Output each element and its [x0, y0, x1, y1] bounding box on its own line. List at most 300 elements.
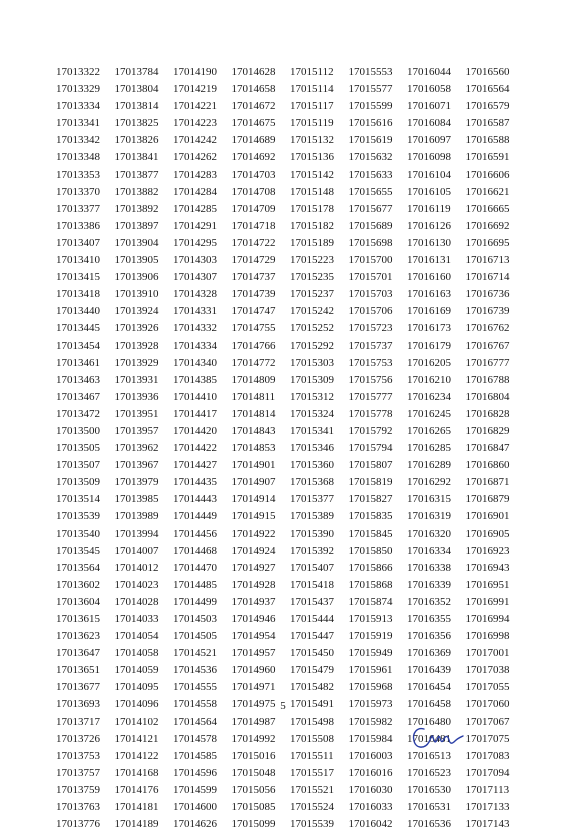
- roll-number-cell: 17015703: [348, 288, 393, 301]
- roll-number-cell: 17016454: [407, 681, 451, 694]
- roll-number-cell: 17015498: [290, 715, 334, 728]
- roll-number-cell: 17016560: [465, 66, 510, 78]
- roll-number-cell: 17013500: [56, 424, 100, 437]
- roll-number-cell: 17016621: [465, 185, 510, 198]
- roll-number-cell: 17013989: [114, 510, 159, 523]
- roll-number-cell: 17016104: [407, 168, 451, 181]
- roll-number-cell: 17015418: [290, 578, 334, 591]
- roll-number-cell: 17014755: [231, 322, 276, 335]
- roll-number-cell: 17015142: [290, 168, 334, 181]
- roll-number-cell: 17016234: [407, 390, 451, 403]
- roll-number-cell: 17015913: [348, 613, 393, 625]
- roll-number-cell: 17016879: [465, 493, 510, 506]
- roll-number-cell: 17016943: [465, 561, 510, 574]
- roll-number-cell: 17013985: [114, 493, 159, 506]
- roll-number-cell: 17015866: [348, 561, 393, 574]
- roll-number-cell: 17017001: [465, 647, 510, 660]
- roll-number-cell: 17015511: [290, 749, 334, 762]
- roll-number-cell: 17017094: [465, 766, 510, 779]
- roll-number-cell: 17014285: [173, 202, 217, 215]
- roll-number-cell: 17015112: [290, 66, 334, 78]
- roll-number-cell: 17013615: [56, 613, 100, 625]
- roll-number-cell: 17015450: [290, 647, 334, 660]
- roll-number-cell: 17014843: [231, 424, 276, 437]
- roll-number-cell: 17015698: [348, 236, 393, 249]
- roll-number-cell: 17016480: [407, 715, 451, 728]
- roll-number-cell: 17015792: [348, 424, 393, 437]
- roll-number-cell: 17015577: [348, 83, 393, 96]
- roll-number-cell: 17013825: [114, 117, 159, 130]
- roll-number-cell: 17013341: [56, 117, 100, 130]
- roll-number-cell: 17014054: [114, 630, 159, 643]
- roll-number-cell: 17013377: [56, 202, 100, 215]
- roll-number-cell: 17013334: [56, 100, 100, 113]
- roll-number-cell: 17013814: [114, 100, 159, 113]
- roll-number-cell: 17015794: [348, 442, 393, 455]
- roll-number-cell: 17013841: [114, 151, 159, 164]
- roll-number-cell: 17016130: [407, 236, 451, 249]
- roll-number-cell: 17014914: [231, 493, 276, 506]
- roll-number-cell: 17014485: [173, 578, 217, 591]
- roll-number-cell: 17014291: [173, 219, 217, 232]
- roll-number-cell: 17013757: [56, 766, 100, 779]
- roll-number-cell: 17015189: [290, 236, 334, 249]
- roll-number-cell: 17015056: [231, 783, 276, 796]
- roll-number-cell: 17013897: [114, 219, 159, 232]
- roll-number-cell: 17014975: [231, 698, 276, 711]
- roll-number-cell: 17016356: [407, 630, 451, 643]
- roll-number-cell: 17013329: [56, 83, 100, 96]
- roll-number-cell: 17013370: [56, 185, 100, 198]
- roll-number-cell: 17014456: [173, 527, 217, 540]
- roll-number-cell: 17013472: [56, 407, 100, 420]
- roll-number-cell: 17015048: [231, 766, 276, 779]
- roll-number-cell: 17016523: [407, 766, 451, 779]
- roll-number-cell: 17015016: [231, 749, 276, 762]
- roll-number-cell: 17013979: [114, 476, 159, 489]
- roll-number-cell: 17016210: [407, 373, 451, 386]
- roll-number-cell: 17016289: [407, 459, 451, 472]
- roll-number-cell: 17014303: [173, 254, 217, 267]
- roll-number-cell: 17015479: [290, 664, 334, 677]
- roll-number-cell: 17016285: [407, 442, 451, 455]
- roll-number-cell: 17014924: [231, 544, 276, 557]
- roll-number-cell: 17013467: [56, 390, 100, 403]
- roll-number-cell: 17013763: [56, 801, 100, 814]
- roll-number-cell: 17014422: [173, 442, 217, 455]
- roll-number-cell: 17014915: [231, 510, 276, 523]
- roll-number-cell: 17014059: [114, 664, 159, 677]
- roll-number-cell: 17013647: [56, 647, 100, 660]
- roll-number-cell: 17016169: [407, 305, 451, 318]
- roll-number-cell: 17014957: [231, 647, 276, 660]
- roll-number-cell: 17014328: [173, 288, 217, 301]
- roll-number-cell: 17013604: [56, 595, 100, 608]
- roll-number-cell: 17015835: [348, 510, 393, 523]
- handwritten-signature: [408, 720, 464, 754]
- roll-number-cell: 17014505: [173, 630, 217, 643]
- roll-number-cell: 17013957: [114, 424, 159, 437]
- roll-number-cell: 17014692: [231, 151, 276, 164]
- roll-number-cell: 17016003: [348, 749, 393, 762]
- roll-number-cell: 17016292: [407, 476, 451, 489]
- roll-number-cell: 17013410: [56, 254, 100, 267]
- roll-number-cell: 17016695: [465, 236, 510, 249]
- roll-number-cell: 17013904: [114, 236, 159, 249]
- roll-number-cell: 17014709: [231, 202, 276, 215]
- roll-number-cell: 17016179: [407, 339, 451, 352]
- roll-number-cell: 17016998: [465, 630, 510, 643]
- roll-number-cell: 17014578: [173, 732, 217, 745]
- roll-number-cell: 17014095: [114, 681, 159, 694]
- roll-number-cell: 17013461: [56, 356, 100, 369]
- roll-number-cell: 17015407: [290, 561, 334, 574]
- roll-number-cell: 17013717: [56, 715, 100, 728]
- roll-number-cell: 17014007: [114, 544, 159, 557]
- roll-number-cell: 17017075: [465, 732, 510, 745]
- roll-number-cell: 17013753: [56, 749, 100, 762]
- roll-number-cell: 17013348: [56, 151, 100, 164]
- roll-number-cell: 17014102: [114, 715, 159, 728]
- roll-number-cell: 17015085: [231, 801, 276, 814]
- roll-number-cell: 17013804: [114, 83, 159, 96]
- roll-number-cell: 17015309: [290, 373, 334, 386]
- roll-number-cell: 17013463: [56, 373, 100, 386]
- roll-number-cell: 17014262: [173, 151, 217, 164]
- roll-number-cell: 17016736: [465, 288, 510, 301]
- roll-number-cell: 17014729: [231, 254, 276, 267]
- roll-number-cell: 17016692: [465, 219, 510, 232]
- roll-number-cell: 17015491: [290, 698, 334, 711]
- roll-number-cell: 17016131: [407, 254, 451, 267]
- roll-number-cell: 17016591: [465, 151, 510, 164]
- roll-number-cell: 17015148: [290, 185, 334, 198]
- roll-number-cell: 17015737: [348, 339, 393, 352]
- roll-number-cell: 17014628: [231, 66, 276, 78]
- roll-number-cell: 17015377: [290, 493, 334, 506]
- roll-number-cell: 17014672: [231, 100, 276, 113]
- roll-number-cell: 17013877: [114, 168, 159, 181]
- roll-number-cell: 17013454: [56, 339, 100, 352]
- roll-number-cell: 17016320: [407, 527, 451, 540]
- roll-number-cell: 17014971: [231, 681, 276, 694]
- roll-number-cell: 17016481: [407, 732, 451, 745]
- roll-number-cell: 17013505: [56, 442, 100, 455]
- roll-number-cell: 17014987: [231, 715, 276, 728]
- roll-number-cell: 17017143: [465, 818, 510, 831]
- roll-number-cell: 17014417: [173, 407, 217, 420]
- roll-number-cell: 17013693: [56, 698, 100, 711]
- roll-number-cell: 17014096: [114, 698, 159, 711]
- roll-number-cell: 17014946: [231, 613, 276, 625]
- roll-number-cell: 17015346: [290, 442, 334, 455]
- roll-number-cell: 17015303: [290, 356, 334, 369]
- roll-number-cell: 17015447: [290, 630, 334, 643]
- roll-number-cell: 17015616: [348, 117, 393, 130]
- roll-number-cell: 17016530: [407, 783, 451, 796]
- roll-number-cell: 17013726: [56, 732, 100, 745]
- roll-column: [349, 64, 408, 833]
- roll-number-cell: 17014121: [114, 732, 159, 745]
- roll-number-cell: 17013892: [114, 202, 159, 215]
- roll-number-cell: 17013994: [114, 527, 159, 540]
- roll-number-cell: 17014334: [173, 339, 217, 352]
- roll-number-cell: 17015368: [290, 476, 334, 489]
- roll-number-cell: 17013507: [56, 459, 100, 472]
- roll-column: [173, 64, 232, 833]
- roll-number-cell: 17014307: [173, 271, 217, 284]
- roll-number-cell: 17013928: [114, 339, 159, 352]
- roll-number-cell: 17015437: [290, 595, 334, 608]
- roll-number-cell: 17016767: [465, 339, 510, 352]
- roll-number-cell: 17013440: [56, 305, 100, 318]
- roll-number-cell: 17014023: [114, 578, 159, 591]
- roll-number-cell: 17014189: [114, 818, 159, 831]
- roll-number-cell: 17014242: [173, 134, 217, 147]
- roll-number-cell: 17015136: [290, 151, 334, 164]
- roll-number-cell: 17014814: [231, 407, 276, 420]
- roll-number-cell: 17014503: [173, 613, 217, 625]
- roll-number-cell: 17016588: [465, 134, 510, 147]
- roll-number-cell: 17013905: [114, 254, 159, 267]
- roll-number-cell: 17014739: [231, 288, 276, 301]
- roll-number-cell: 17013759: [56, 783, 100, 796]
- roll-number-cell: 17013882: [114, 185, 159, 198]
- roll-number-cell: 17014558: [173, 698, 217, 711]
- roll-number-cell: 17015756: [348, 373, 393, 386]
- roll-number-cell: 17015655: [348, 185, 393, 198]
- roll-number-cell: 17013936: [114, 390, 159, 403]
- roll-number-cell: 17014907: [231, 476, 276, 489]
- roll-column: [407, 64, 466, 833]
- roll-number-cell: 17014703: [231, 168, 276, 181]
- roll-number-cell: 17014809: [231, 373, 276, 386]
- roll-number-cell: 17016339: [407, 578, 451, 591]
- roll-number-cell: 17014927: [231, 561, 276, 574]
- roll-number-cell: 17016097: [407, 134, 451, 147]
- roll-number-cell: 17017083: [465, 749, 510, 762]
- roll-number-cell: 17015524: [290, 801, 334, 814]
- roll-number-cell: 17014468: [173, 544, 217, 557]
- roll-number-cell: 17014385: [173, 373, 217, 386]
- roll-number-cell: 17013322: [56, 66, 100, 78]
- roll-number-cell: 17015360: [290, 459, 334, 472]
- roll-number-cell: 17015973: [348, 698, 393, 711]
- roll-number-cell: 17016458: [407, 698, 451, 711]
- roll-number-cell: 17014658: [231, 83, 276, 96]
- roll-number-cell: 17014058: [114, 647, 159, 660]
- roll-number-cell: 17015706: [348, 305, 393, 318]
- roll-number-cell: 17014449: [173, 510, 217, 523]
- roll-number-cell: 17015182: [290, 219, 334, 232]
- roll-number-cell: 17016714: [465, 271, 510, 284]
- roll-number-cell: 17015119: [290, 117, 334, 130]
- roll-number-cell: 17014564: [173, 715, 217, 728]
- roll-number-cell: 17015723: [348, 322, 393, 335]
- roll-number-cell: 17014747: [231, 305, 276, 318]
- roll-number-cell: 17014536: [173, 664, 217, 677]
- roll-number-cell: 17013951: [114, 407, 159, 420]
- roll-number-cell: 17014168: [114, 766, 159, 779]
- roll-number-cell: 17013445: [56, 322, 100, 335]
- roll-number-cell: 17015753: [348, 356, 393, 369]
- roll-number-cell: 17016788: [465, 373, 510, 386]
- roll-number-cell: 17016355: [407, 613, 451, 625]
- roll-number-cell: 17016994: [465, 613, 510, 625]
- roll-number-cell: 17014689: [231, 134, 276, 147]
- roll-number-cell: 17014427: [173, 459, 217, 472]
- roll-number-cell: 17015178: [290, 202, 334, 215]
- roll-number-cell: 17016334: [407, 544, 451, 557]
- roll-number-cell: 17016665: [465, 202, 510, 215]
- roll-number-cell: 17013418: [56, 288, 100, 301]
- roll-number-cell: 17013910: [114, 288, 159, 301]
- roll-number-cell: 17016163: [407, 288, 451, 301]
- roll-number-cell: 17013602: [56, 578, 100, 591]
- roll-number-cell: 17015845: [348, 527, 393, 540]
- roll-number-cell: 17015132: [290, 134, 334, 147]
- roll-number-cell: 17015850: [348, 544, 393, 557]
- roll-number-cell: 17013776: [56, 818, 100, 831]
- roll-number-cell: 17015689: [348, 219, 393, 232]
- roll-number-cell: 17017133: [465, 801, 510, 814]
- roll-number-cell: 17013906: [114, 271, 159, 284]
- roll-number-cell: 17015633: [348, 168, 393, 181]
- roll-number-cell: 17015701: [348, 271, 393, 284]
- roll-number-cell: 17015444: [290, 613, 334, 625]
- roll-number-cell: 17013539: [56, 510, 100, 523]
- roll-number-cell: 17017055: [465, 681, 510, 694]
- roll-number-cell: 17015919: [348, 630, 393, 643]
- roll-number-cell: 17016564: [465, 83, 510, 96]
- roll-number-cell: 17014737: [231, 271, 276, 284]
- roll-number-cell: 17016606: [465, 168, 510, 181]
- roll-number-cell: 17016098: [407, 151, 451, 164]
- roll-number-cell: 17015292: [290, 339, 334, 352]
- roll-number-cell: 17016205: [407, 356, 451, 369]
- roll-number-cell: 17014596: [173, 766, 217, 779]
- roll-number-cell: 17016923: [465, 544, 510, 557]
- roll-number-cell: 17015827: [348, 493, 393, 506]
- roll-number-cell: 17016042: [348, 818, 393, 831]
- roll-number-cell: 17016439: [407, 664, 451, 677]
- roll-number-cell: 17015482: [290, 681, 334, 694]
- roll-number-cell: 17015389: [290, 510, 334, 523]
- roll-number-cell: 17015949: [348, 647, 393, 660]
- roll-number-cell: 17014499: [173, 595, 217, 608]
- roll-number-cell: 17013826: [114, 134, 159, 147]
- roll-number-cell: 17016265: [407, 424, 451, 437]
- roll-number-cell: 17014937: [231, 595, 276, 608]
- roll-number-cell: 17016531: [407, 801, 451, 814]
- roll-number-cell: 17014410: [173, 390, 217, 403]
- roll-number-cell: 17016338: [407, 561, 451, 574]
- roll-number-cell: 17014772: [231, 356, 276, 369]
- roll-number-cell: 17015874: [348, 595, 393, 608]
- roll-number-cell: 17016829: [465, 424, 510, 437]
- roll-number-cell: 17014012: [114, 561, 159, 574]
- roll-column: [290, 64, 349, 833]
- roll-number-cell: 17013962: [114, 442, 159, 455]
- roll-number-cell: 17014190: [173, 66, 217, 78]
- roll-number-cell: 17015984: [348, 732, 393, 745]
- roll-number-cell: 17016030: [348, 783, 393, 796]
- roll-number-cell: 17015777: [348, 390, 393, 403]
- roll-number-cell: 17015114: [290, 83, 334, 96]
- roll-number-cell: 17013407: [56, 236, 100, 249]
- roll-number-cell: 17015539: [290, 818, 334, 831]
- roll-column: [115, 64, 174, 833]
- roll-number-cell: 17014626: [173, 818, 217, 831]
- roll-number-grid: [56, 64, 524, 833]
- roll-number-cell: 17015677: [348, 202, 393, 215]
- roll-number-cell: 17014435: [173, 476, 217, 489]
- roll-number-cell: 17015242: [290, 305, 334, 318]
- roll-number-cell: 17013509: [56, 476, 100, 489]
- roll-number-cell: 17015521: [290, 783, 334, 796]
- roll-number-cell: 17016245: [407, 407, 451, 420]
- roll-number-cell: 17016828: [465, 407, 510, 420]
- roll-number-cell: 17016579: [465, 100, 510, 113]
- roll-number-cell: 17013386: [56, 219, 100, 232]
- roll-number-cell: 17014028: [114, 595, 159, 608]
- roll-number-cell: 17016762: [465, 322, 510, 335]
- roll-number-cell: 17014585: [173, 749, 217, 762]
- roll-number-cell: 17016016: [348, 766, 393, 779]
- roll-number-cell: 17013545: [56, 544, 100, 557]
- roll-number-cell: 17015341: [290, 424, 334, 437]
- roll-number-cell: 17015599: [348, 100, 393, 113]
- roll-number-cell: 17016369: [407, 647, 451, 660]
- roll-number-cell: 17013623: [56, 630, 100, 643]
- roll-number-cell: 17014223: [173, 117, 217, 130]
- roll-number-cell: 17013514: [56, 493, 100, 506]
- roll-column: [56, 64, 115, 833]
- roll-number-cell: 17013784: [114, 66, 159, 78]
- roll-column: [466, 64, 525, 833]
- roll-number-cell: 17014599: [173, 783, 217, 796]
- signature-stroke: [414, 729, 463, 748]
- roll-number-cell: 17013929: [114, 356, 159, 369]
- roll-number-cell: 17014954: [231, 630, 276, 643]
- roll-number-cell: 17015819: [348, 476, 393, 489]
- roll-number-cell: 17016860: [465, 459, 510, 472]
- roll-number-cell: 17014853: [231, 442, 276, 455]
- roll-number-cell: 17014122: [114, 749, 159, 762]
- page-number: 5: [280, 700, 286, 712]
- roll-number-cell: 17014600: [173, 801, 217, 814]
- roll-number-cell: 17016739: [465, 305, 510, 318]
- roll-column: [232, 64, 291, 833]
- roll-number-cell: 17014219: [173, 83, 217, 96]
- roll-number-cell: 17013342: [56, 134, 100, 147]
- roll-number-cell: 17014284: [173, 185, 217, 198]
- roll-number-cell: 17016319: [407, 510, 451, 523]
- roll-number-cell: 17014555: [173, 681, 217, 694]
- roll-number-cell: 17015553: [348, 66, 393, 78]
- roll-number-cell: 17013353: [56, 168, 100, 181]
- roll-number-cell: 17016991: [465, 595, 510, 608]
- roll-number-cell: 17016587: [465, 117, 510, 130]
- roll-number-cell: 17015868: [348, 578, 393, 591]
- roll-number-cell: 17016071: [407, 100, 451, 113]
- roll-number-cell: 17014766: [231, 339, 276, 352]
- roll-number-cell: 17016126: [407, 219, 451, 232]
- roll-number-cell: 17015390: [290, 527, 334, 540]
- roll-number-cell: 17013931: [114, 373, 159, 386]
- roll-number-cell: 17014928: [231, 578, 276, 591]
- roll-number-cell: 17016847: [465, 442, 510, 455]
